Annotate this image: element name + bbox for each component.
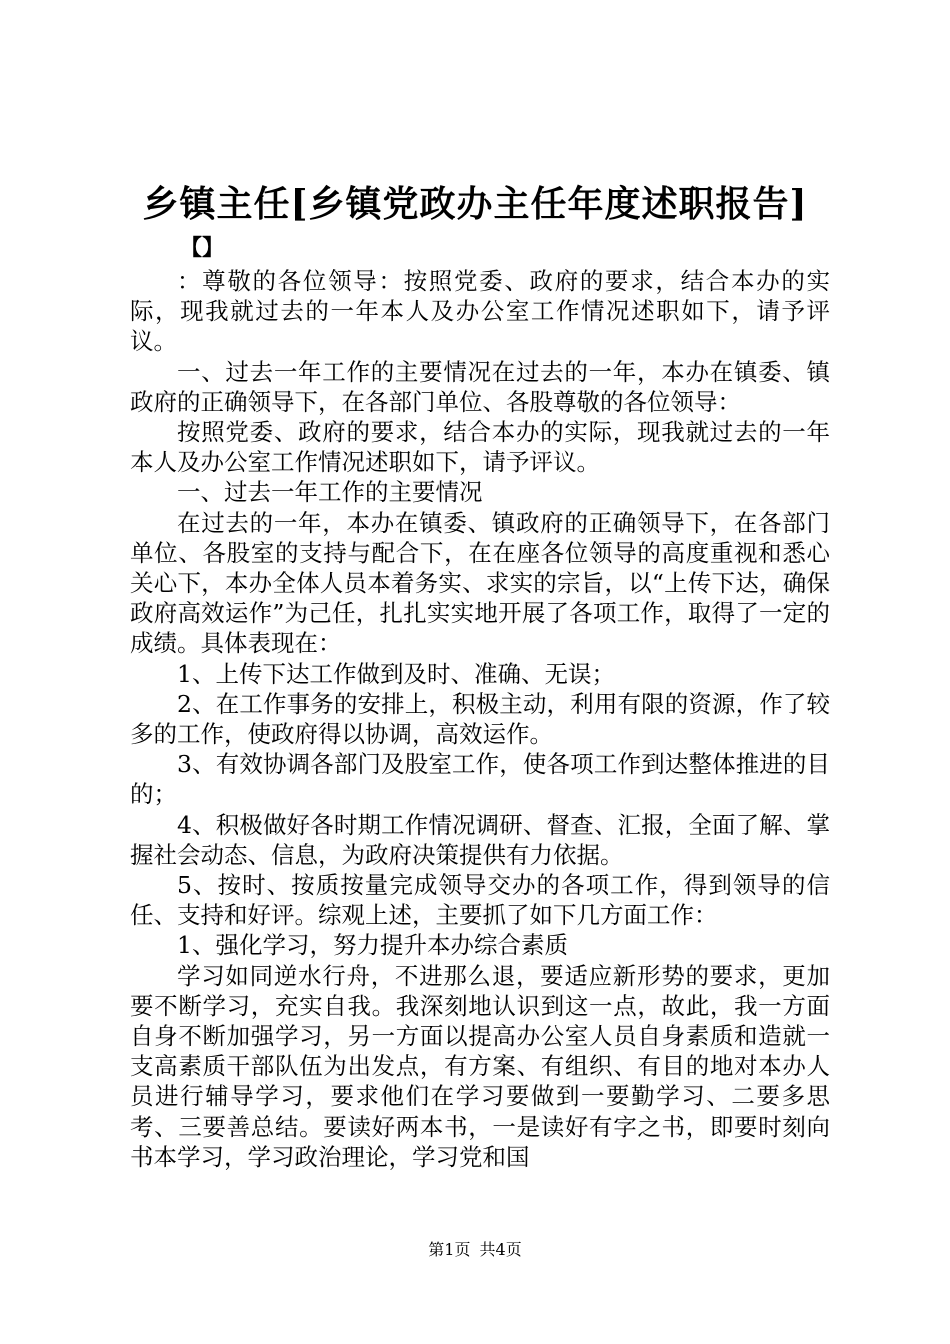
paragraph: 一、过去一年工作的主要情况在过去的一年，本办在镇委、镇政府的正确领导下，在各部门单位、各股尊敬的各位领导： <box>130 357 830 416</box>
paragraph: 1、上传下达工作做到及时、准确、无误； <box>177 659 615 688</box>
paragraph: 5、按时、按质按量完成领导交办的各项工作，得到领导的信任、支持和好评。综观上述，主要抓了如下几方面工作： <box>130 871 830 930</box>
paragraph: 按照党委、政府的要求，结合本办的实际，现我就过去的一年本人及办公室工作情况述职如下，请予评议。 <box>130 418 830 477</box>
paragraph: 一、过去一年工作的主要情况 <box>177 478 483 507</box>
paragraph: 2、在工作事务的安排上，积极主动，利用有限的资源，作了较多的工作，使政府得以协调，高效运作。 <box>130 689 830 749</box>
paragraph: 3、有效协调各部门及股室工作，使各项工作到达整体推进的目的； <box>130 750 830 809</box>
page-footer <box>0 1240 950 1260</box>
document-subtitle: 【】 <box>180 235 225 261</box>
paragraph: 学习如同逆水行舟，不进那么退，要适应新形势的要求，更加要不断学习，充实自我。我深刻地认识到这一点，故此，我一方面自身不断加强学习，另一方面以提高办公室人员自身素质和造就一支高素质干部队伍为出发点，有方案、有组织、有目的地对本办人员进行辅导学习，要求他们在学习要做到一要勤学习、二要多思考、三要善总结。要读好两本书，一是读好有字之书，即要时刻向书本学习，学习政治理论，学习党和国 <box>130 961 830 1171</box>
page-number: 第1页 <box>428 1240 471 1259</box>
document-title: 乡镇主任[乡镇党政办主任年度述职报告] <box>142 183 808 225</box>
paragraph: 4、积极做好各时期工作情况调研、督查、汇报，全面了解、掌握社会动态、信息，为政府决策提供有力依据。 <box>130 810 830 869</box>
document-body <box>130 266 830 1172</box>
paragraph: ：尊敬的各位领导：按照党委、政府的要求，结合本办的实际，现我就过去的一年本人及办公室工作情况述职如下，请予评议。 <box>130 267 830 356</box>
paragraph: 1、强化学习，努力提升本办综合素质 <box>177 931 568 960</box>
page-total: 共4页 <box>479 1240 522 1259</box>
paragraph: 在过去的一年，本办在镇委、镇政府的正确领导下，在各部门单位、各股室的支持与配合下，在在座各位领导的高度重视和悉心关心下，本办全体人员本着务实、求实的宗旨，以“上传下达，确保政府高效运作”为己任，扎扎实实地开展了各项工作，取得了一定的成绩。具体表现在： <box>130 508 830 658</box>
